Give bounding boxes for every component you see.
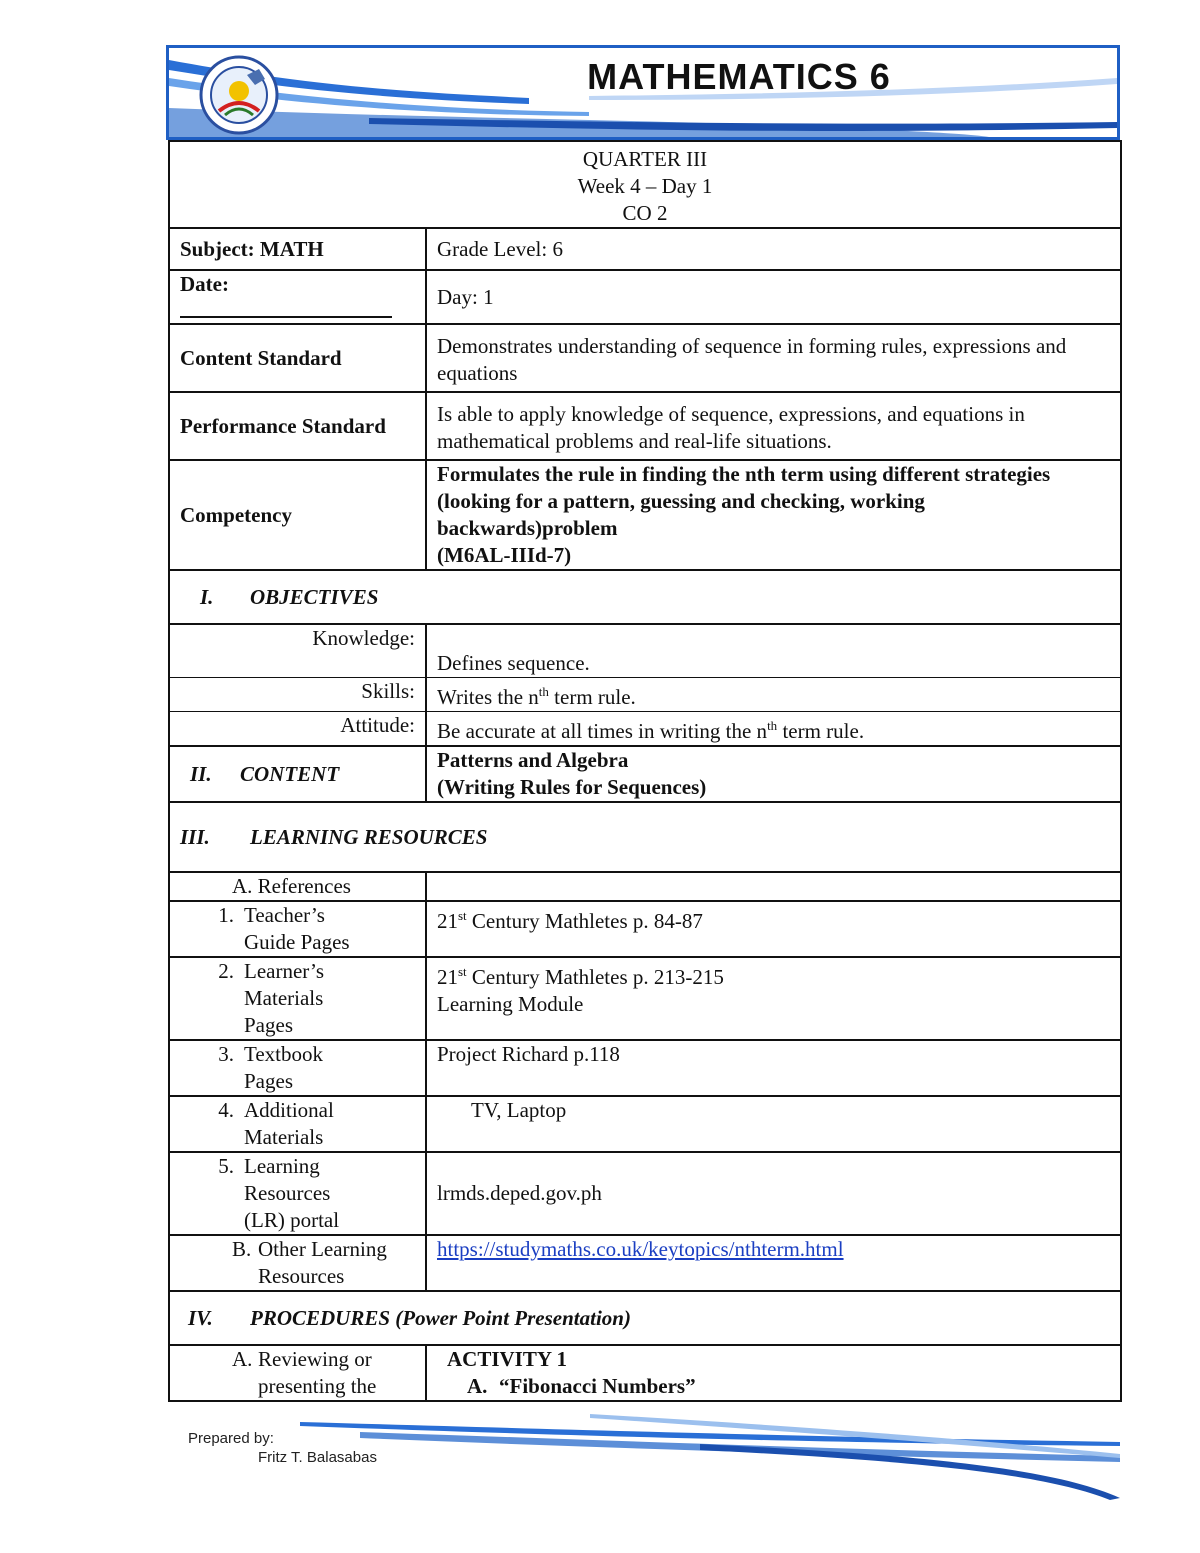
other-resources-row: B. Other Learning Resources https://studymaths.co.uk/keytopics/nthterm.html (169, 1235, 1121, 1291)
objectives-numeral: I. (200, 584, 214, 609)
learners-materials-label: Learner’s Materials Pages (244, 959, 325, 1037)
knowledge-text: Defines sequence. (426, 624, 1121, 678)
document-header (166, 45, 1120, 140)
week-day-label: Week 4 – Day 1 (577, 174, 713, 198)
activity-title: ACTIVITY 1 (447, 1347, 567, 1371)
other-resources-label: Other Learning Resources (258, 1237, 387, 1288)
objectives-heading-row (169, 570, 1121, 624)
quarter-row (169, 141, 1121, 228)
date-label: Date: (180, 272, 229, 296)
quarter-label: QUARTER III (582, 147, 708, 171)
content-standard-row (169, 324, 1121, 392)
resources-numeral: III. (180, 824, 210, 849)
skills-label: Skills: (169, 678, 426, 712)
attitude-label: Attitude: (169, 712, 426, 747)
teachers-guide-value: 21st Century Mathletes p. 84-87 (426, 901, 1121, 957)
knowledge-row (169, 624, 1121, 678)
grade-level: Grade Level: 6 (426, 228, 1121, 270)
resources-heading: LEARNING RESOURCES (250, 824, 488, 849)
competency-code: (M6AL-IIId-7) (437, 543, 572, 567)
teachers-guide-row: 1. Teacher’s Guide Pages 21st Century Mathletes p. 84-87 (169, 901, 1121, 957)
teachers-guide-label: Teacher’s Guide Pages (244, 903, 350, 954)
co-label: CO 2 (622, 201, 668, 225)
day-label: Day: 1 (426, 270, 1121, 324)
resources-heading-row (169, 802, 1121, 872)
document-title: MATHEMATICS 6 (587, 56, 891, 97)
content-numeral: II. (190, 761, 212, 786)
competency-row (169, 460, 1121, 570)
performance-standard-row (169, 392, 1121, 460)
date-row (169, 270, 1121, 324)
attitude-text: Be accurate at all times in writing the $n^{th}$ term rule. (426, 712, 1121, 747)
additional-materials-row: 4. Additional Materials TV, Laptop (169, 1096, 1121, 1152)
content-standard-text: Demonstrates understanding of sequence in forming rules, expressions and equations (426, 324, 1121, 392)
lr-portal-label: Learning Resources (LR) portal (244, 1154, 340, 1232)
learning-module-value: Learning Module (437, 992, 584, 1016)
references-row (169, 872, 1121, 901)
performance-standard-text: Is able to apply knowledge of sequence, expressions, and equations in mathematical problems and real-life situations. (426, 392, 1121, 460)
subject-row (169, 228, 1121, 270)
procedures-heading: PROCEDURES (Power Point Presentation) (250, 1305, 631, 1330)
footer-swoosh-graphic (0, 1410, 1200, 1510)
references-label: References (257, 874, 351, 898)
lr-portal-value: lrmds.deped.gov.ph (426, 1152, 1121, 1235)
references-letter: A. (232, 874, 253, 898)
objectives-heading: OBJECTIVES (250, 584, 379, 609)
prepared-by-label: Prepared by: (188, 1430, 274, 1447)
learners-materials-row: 2. Learner’s Materials Pages 21st Century Mathletes p. 213-215 Learning Module (169, 957, 1121, 1040)
attitude-row (169, 712, 1121, 747)
content-line-1: Patterns and Algebra (437, 748, 629, 772)
content-row (169, 746, 1121, 802)
additional-materials-value: TV, Laptop (426, 1096, 1121, 1152)
fibonacci-title: “Fibonacci Numbers” (499, 1374, 696, 1398)
competency-text: Formulates the rule in finding the nth term using different strategies (looking for a pattern, guessing and checking, working backwards)problem (437, 462, 1051, 540)
reviewing-row: A. Reviewing or presenting the ACTIVITY 1 A. “Fibonacci Numbers” (169, 1345, 1121, 1401)
performance-standard-label: Performance Standard (169, 392, 426, 460)
deped-seal-logo (199, 55, 279, 135)
lr-portal-row: 5. Learning Resources (LR) portal lrmds.deped.gov.ph (169, 1152, 1121, 1235)
learners-materials-value: 21st Century Mathletes p. 213-215 (437, 964, 724, 989)
preparer-name: Fritz T. Balasabas (258, 1449, 377, 1466)
textbook-value: Project Richard p.118 (426, 1040, 1121, 1096)
knowledge-label: Knowledge: (169, 624, 426, 678)
subject-label: Subject: MATH (169, 228, 426, 270)
skills-row (169, 678, 1121, 712)
reviewing-label: Reviewing or presenting the (258, 1347, 377, 1398)
lesson-plan-table (168, 140, 1122, 1402)
content-standard-label: Content Standard (169, 324, 426, 392)
content-line-2: (Writing Rules for Sequences) (437, 775, 707, 799)
procedures-numeral: IV. (188, 1305, 213, 1330)
competency-label: Competency (169, 460, 426, 570)
textbook-label: Textbook Pages (244, 1042, 324, 1093)
nthterm-link[interactable]: https://studymaths.co.uk/keytopics/nthterm.html (437, 1237, 844, 1261)
skills-text: Writes the $n^{th}$ term rule. (426, 678, 1121, 712)
content-heading: CONTENT (240, 761, 340, 786)
procedures-heading-row (169, 1291, 1121, 1345)
textbook-row: 3. Textbook Pages Project Richard p.118 (169, 1040, 1121, 1096)
date-blank-line (180, 298, 392, 318)
additional-materials-label: Additional Materials (244, 1098, 334, 1149)
